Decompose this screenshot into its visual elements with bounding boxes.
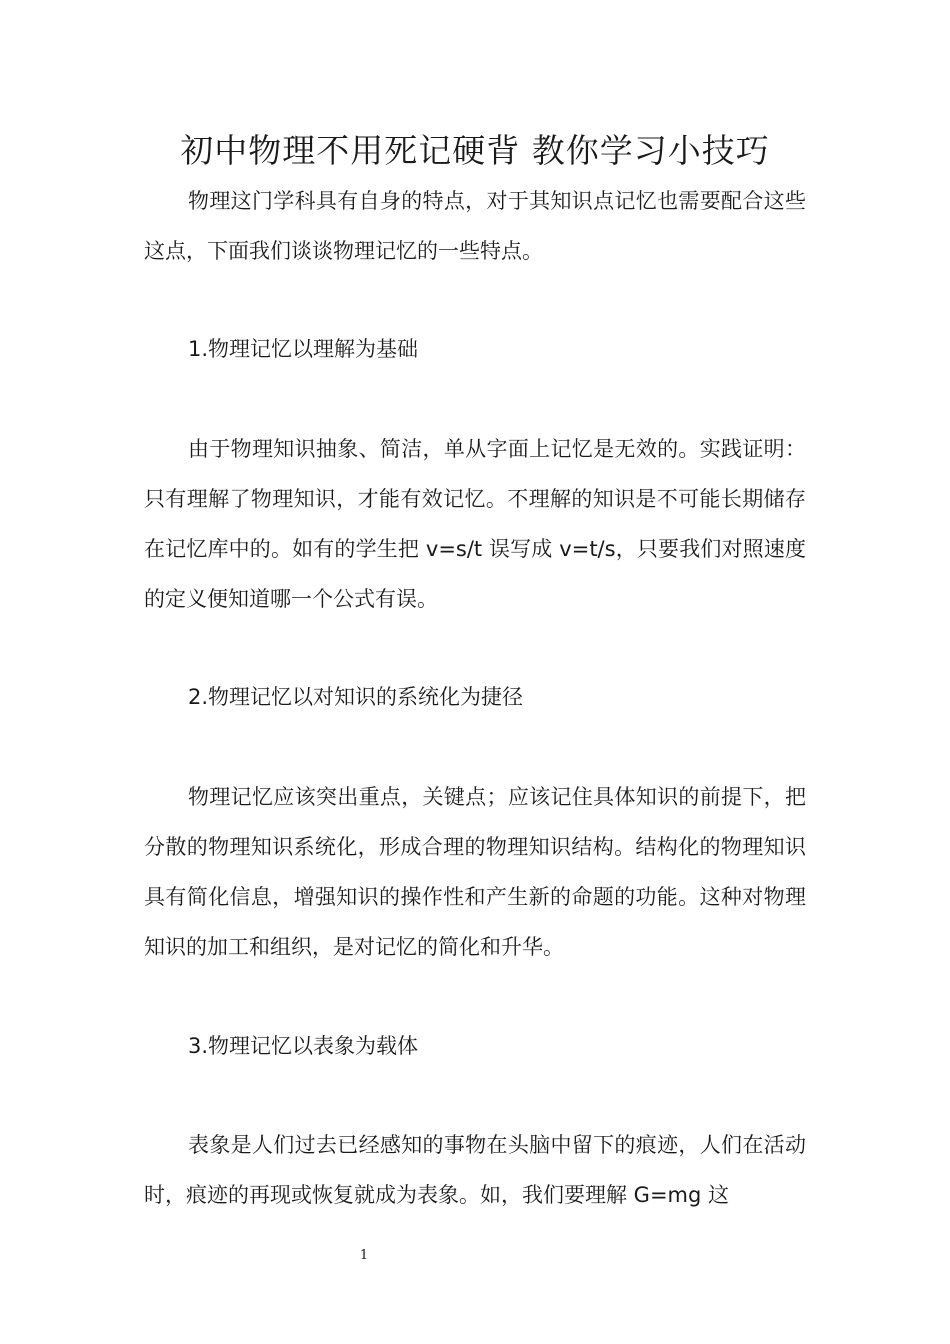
section-heading-1: 1.物理记忆以理解为基础 bbox=[188, 337, 419, 361]
section-heading-2: 2.物理记忆以对知识的系统化为捷径 bbox=[188, 685, 524, 709]
section-body-1: 由于物理知识抽象、简洁，单从字面上记忆是无效的。实践证明：只有理解了物理知识，才能有效记忆。不理解的知识是不可能长期储存在记忆库中的。如有的学生把 v=s/t 误写成 v=t/s，只要我们对照速度的定义便知道哪一个公式有误。 bbox=[144, 437, 806, 611]
section-heading-3: 3.物理记忆以表象为载体 bbox=[188, 1034, 419, 1058]
intro-paragraph: 物理这门学科具有自身的特点，对于其知识点记忆也需要配合这些这点，下面我们谈谈物理记忆的一些特点。 bbox=[144, 189, 806, 263]
section-body-3: 表象是人们过去已经感知的事物在头脑中留下的痕迹，人们在活动时，痕迹的再现或恢复就成为表象。如，我们要理解 G=mg 这 bbox=[144, 1133, 806, 1207]
page-number: 1 bbox=[359, 1248, 369, 1263]
document-title: 初中物理不用死记硬背 教你学习小技巧 bbox=[180, 131, 770, 170]
section-body-2: 物理记忆应该突出重点，关键点；应该记住具体知识的前提下，把分散的物理知识系统化，形成合理的物理知识结构。结构化的物理知识具有简化信息，增强知识的操作性和产生新的命题的功能。这种对物理知识的加工和组织，是对记忆的简化和升华。 bbox=[144, 785, 806, 959]
